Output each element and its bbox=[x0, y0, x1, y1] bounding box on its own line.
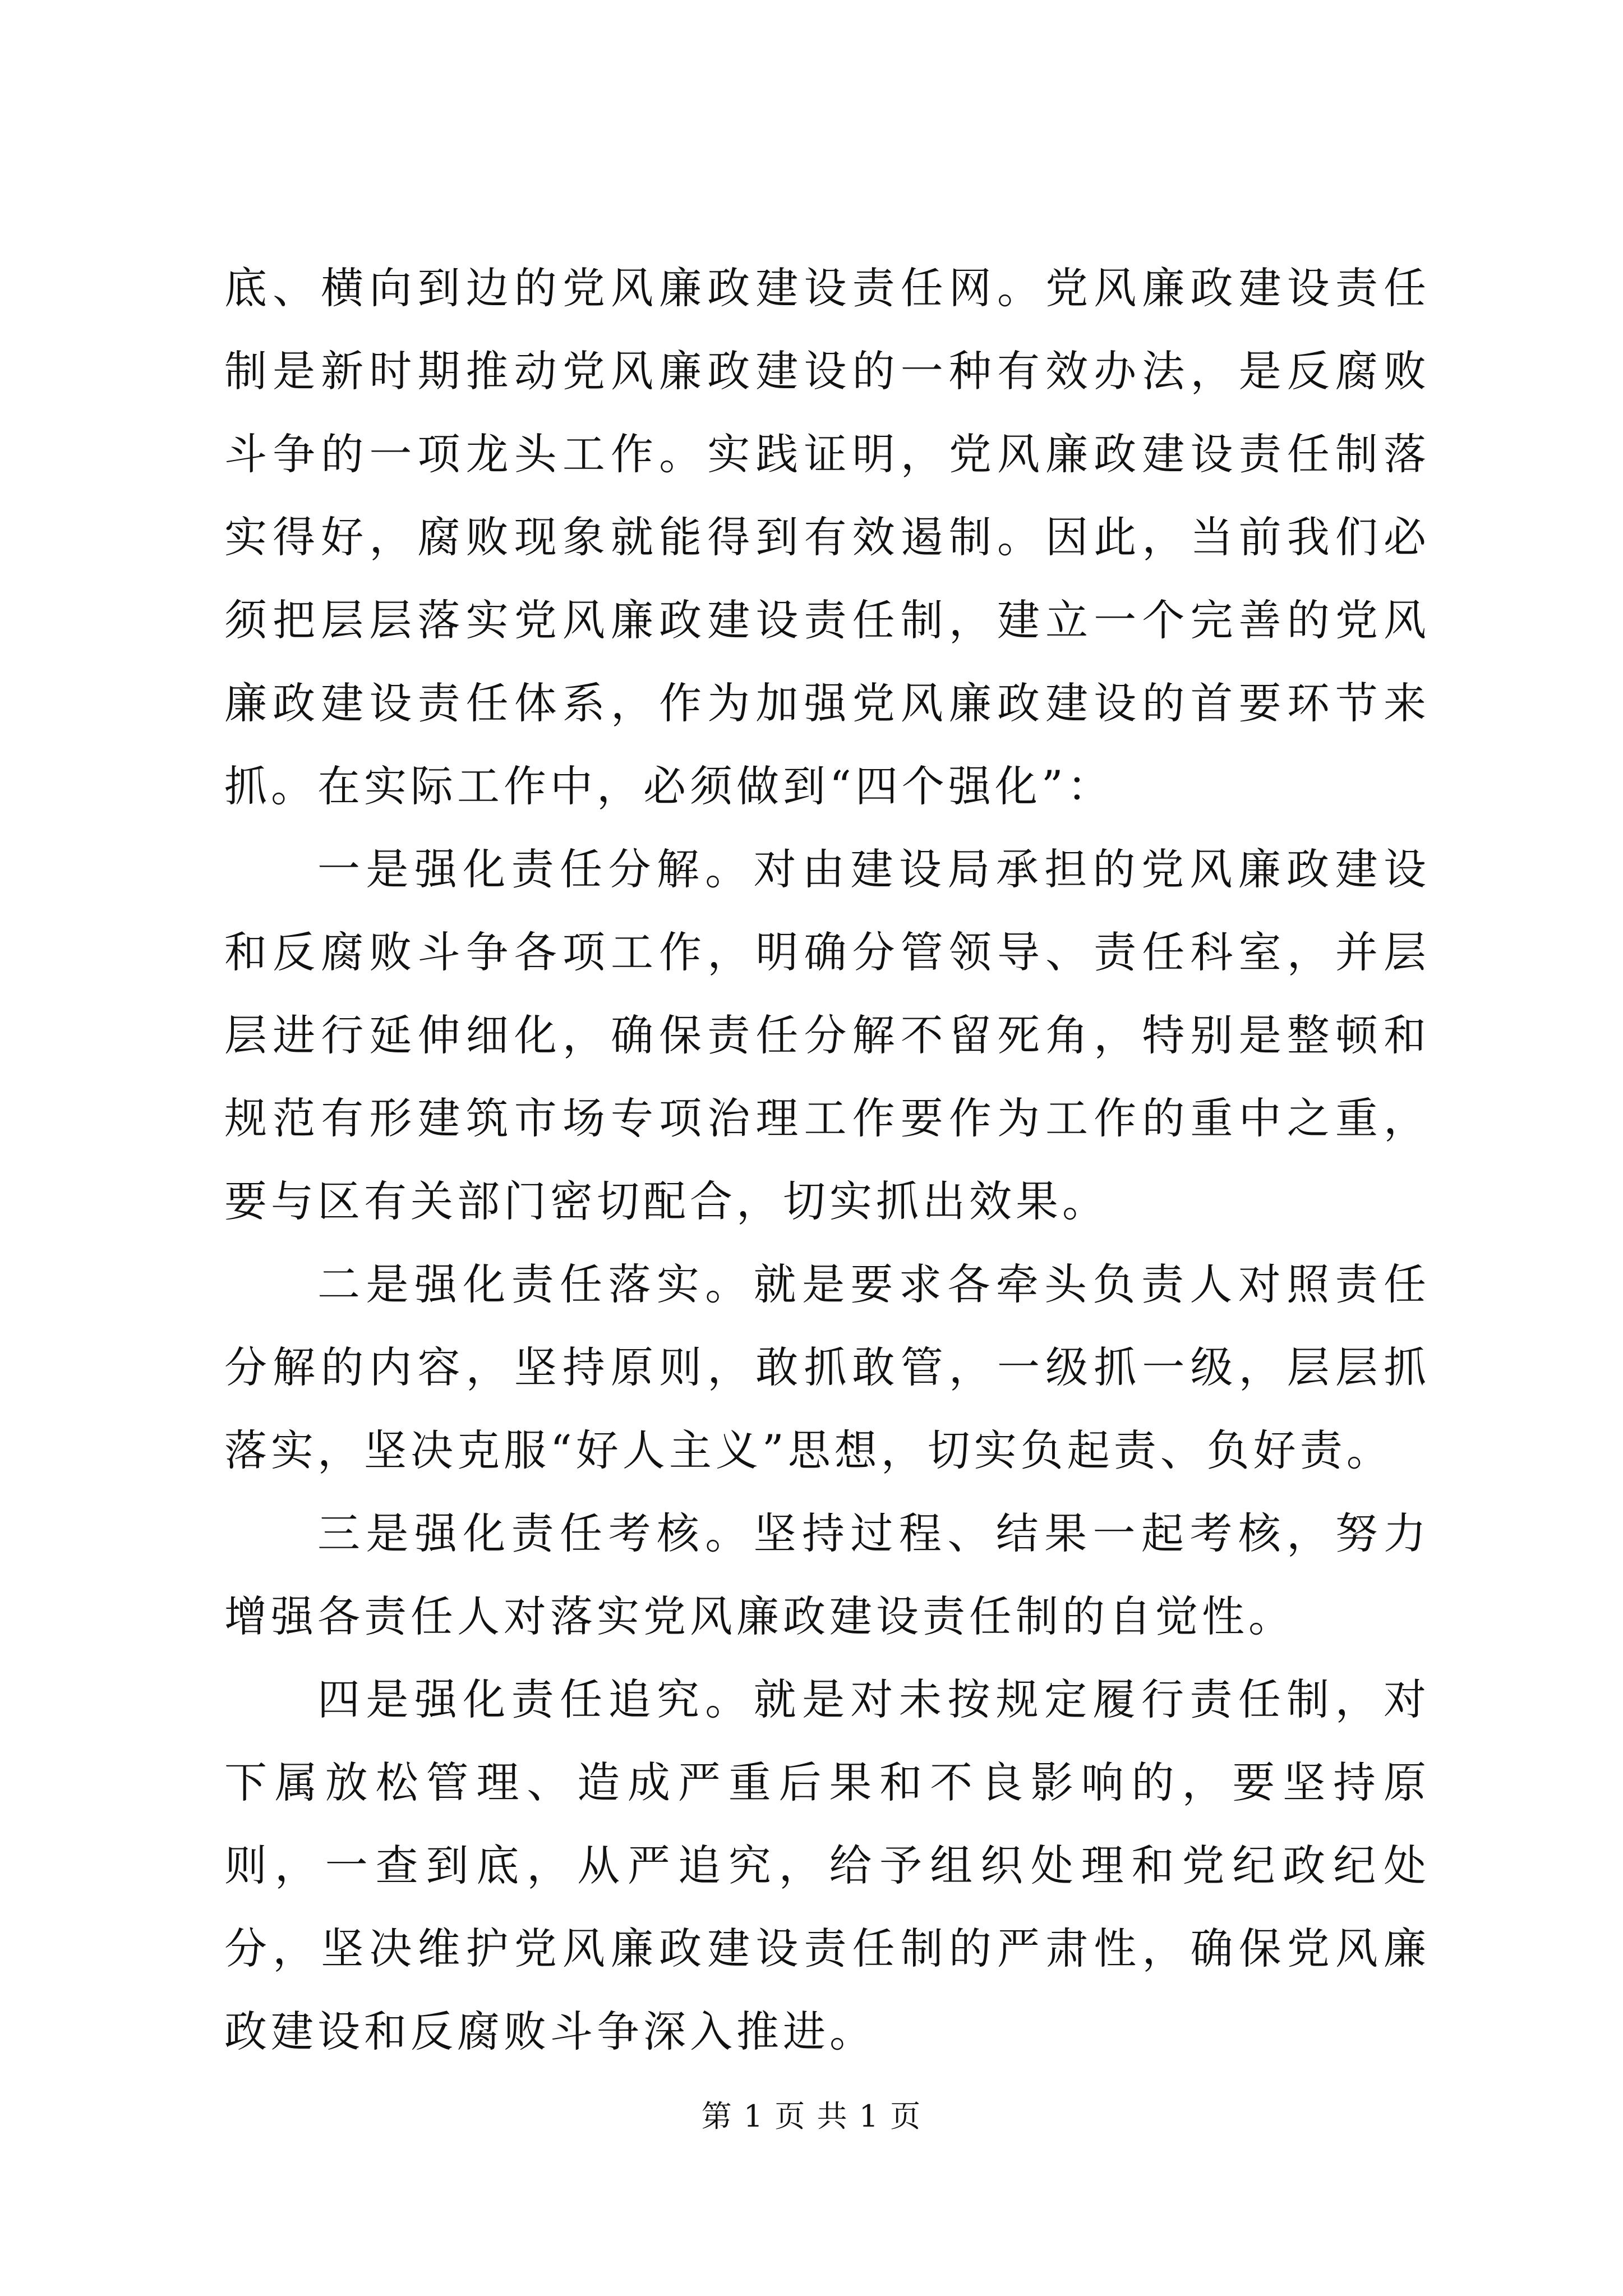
paragraph-point-3: 三是强化责任考核。坚持过程、结果一起考核，努力增强各责任人对落实党风廉政建设责任制的自觉性。 bbox=[224, 1508, 1430, 1641]
paragraph-point-1: 一是强化责任分解。对由建设局承担的党风廉政建设和反腐败斗争各项工作，明确分管领导、责任科室，并层层进行延伸细化，确保责任分解不留死角，特别是整顿和规范有形建筑市场专项治理工作要作为工作的重中之重，要与区有关部门密切配合，切实抓出效果。 bbox=[224, 844, 1430, 1226]
paragraph-point-4: 四是强化责任追究。就是对未按规定履行责任制，对下属放松管理、造成严重后果和不良影响的，要坚持原则，一查到底，从严追究，给予组织处理和党纪政纪处分，坚决维护党风廉政建设责任制的严肃性，确保党风廉政建设和反腐败斗争深入推进。 bbox=[224, 1674, 1430, 2056]
document-body bbox=[224, 247, 1430, 2073]
page-footer: 第 1 页 共 1 页 bbox=[701, 2099, 922, 2134]
paragraph-continuation: 底、横向到边的党风廉政建设责任网。党风廉政建设责任制是新时期推动党风廉政建设的一种有效办法，是反腐败斗争的一项龙头工作。实践证明，党风廉政建设责任制落实得好，腐败现象就能得到有效遏制。因此，当前我们必须把层层落实党风廉政建设责任制，建立一个完善的党风廉政建设责任体系，作为加强党风廉政建设的首要环节来抓。在实际工作中，必须做到“四个强化”： bbox=[224, 263, 1430, 811]
paragraph-point-2: 二是强化责任落实。就是要求各牵头负责人对照责任分解的内容，坚持原则，敢抓敢管，一级抓一级，层层抓落实，坚决克服“好人主义”思想，切实负起责、负好责。 bbox=[224, 1259, 1430, 1475]
